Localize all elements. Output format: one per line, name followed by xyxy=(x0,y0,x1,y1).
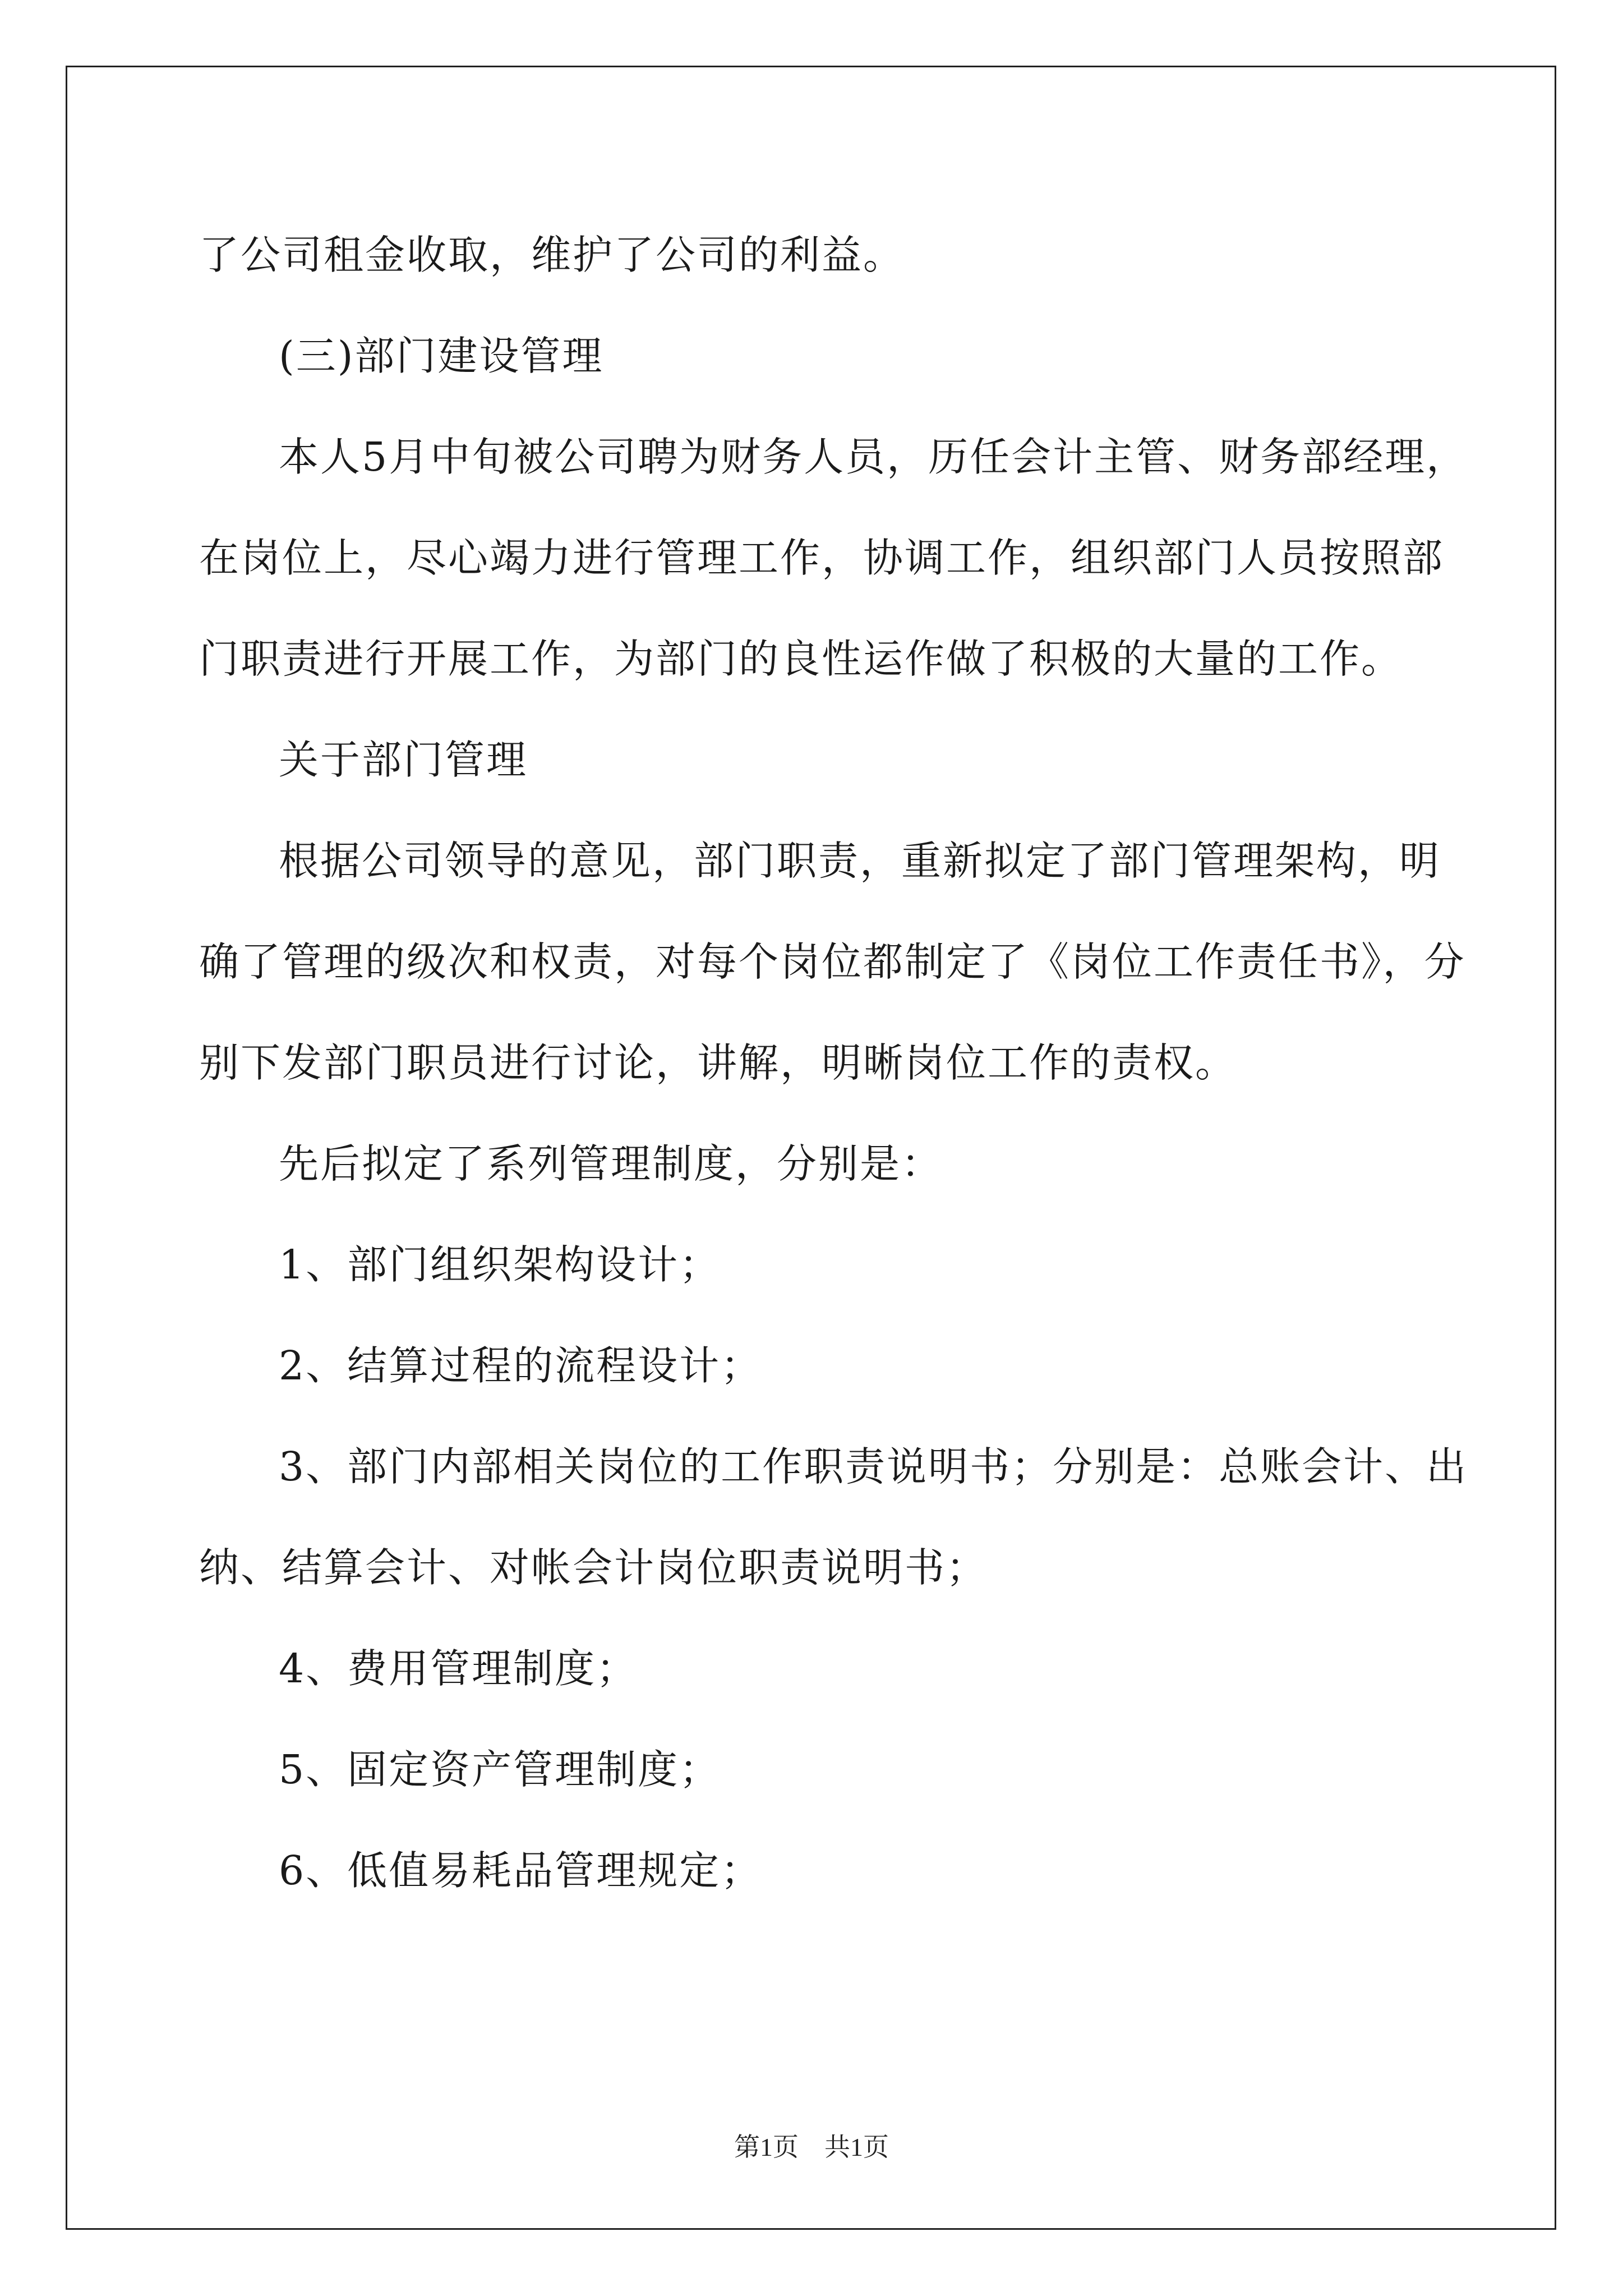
list-item: 4、费用管理制度； xyxy=(279,1645,638,1692)
list-item-continuation: 纳、结算会计、对帐会计岗位职责说明书； xyxy=(199,1544,988,1591)
list-item: 1、部门组织架构设计； xyxy=(279,1241,721,1288)
section-heading: (三)部门建设管理 xyxy=(279,333,604,379)
text-line: 确了管理的级次和权责，对每个岗位都制定了《岗位工作责任书》，分 xyxy=(199,938,1466,985)
list-item: 6、低值易耗品管理规定； xyxy=(279,1847,763,1894)
text-line: 在岗位上，尽心竭力进行管理工作，协调工作，组织部门人员按照部 xyxy=(199,535,1445,581)
list-item: 2、结算过程的流程设计； xyxy=(279,1342,763,1389)
text-line: 本人5月中旬被公司聘为财务人员，历任会计主管、财务部经理， xyxy=(279,434,1468,480)
list-item: 3、部门内部相关岗位的工作职责说明书；分别是：总账会计、出 xyxy=(279,1443,1468,1490)
text-line: 了公司租金收取，维护了公司的利益。 xyxy=(199,232,905,278)
text-line: 先后拟定了系列管理制度，分别是： xyxy=(279,1140,943,1187)
text-line: 根据公司领导的意见，部门职责，重新拟定了部门管理架构，明 xyxy=(279,838,1441,884)
text-line: 别下发部门职员进行讨论，讲解，明晰岗位工作的责权。 xyxy=(199,1039,1237,1086)
text-line: 门职责进行开展工作，为部门的良性运作做了积极的大量的工作。 xyxy=(199,636,1403,682)
page-number: 第1页 共1页 xyxy=(734,2133,889,2161)
sub-heading: 关于部门管理 xyxy=(279,737,528,783)
list-item: 5、固定资产管理制度； xyxy=(279,1746,721,1793)
